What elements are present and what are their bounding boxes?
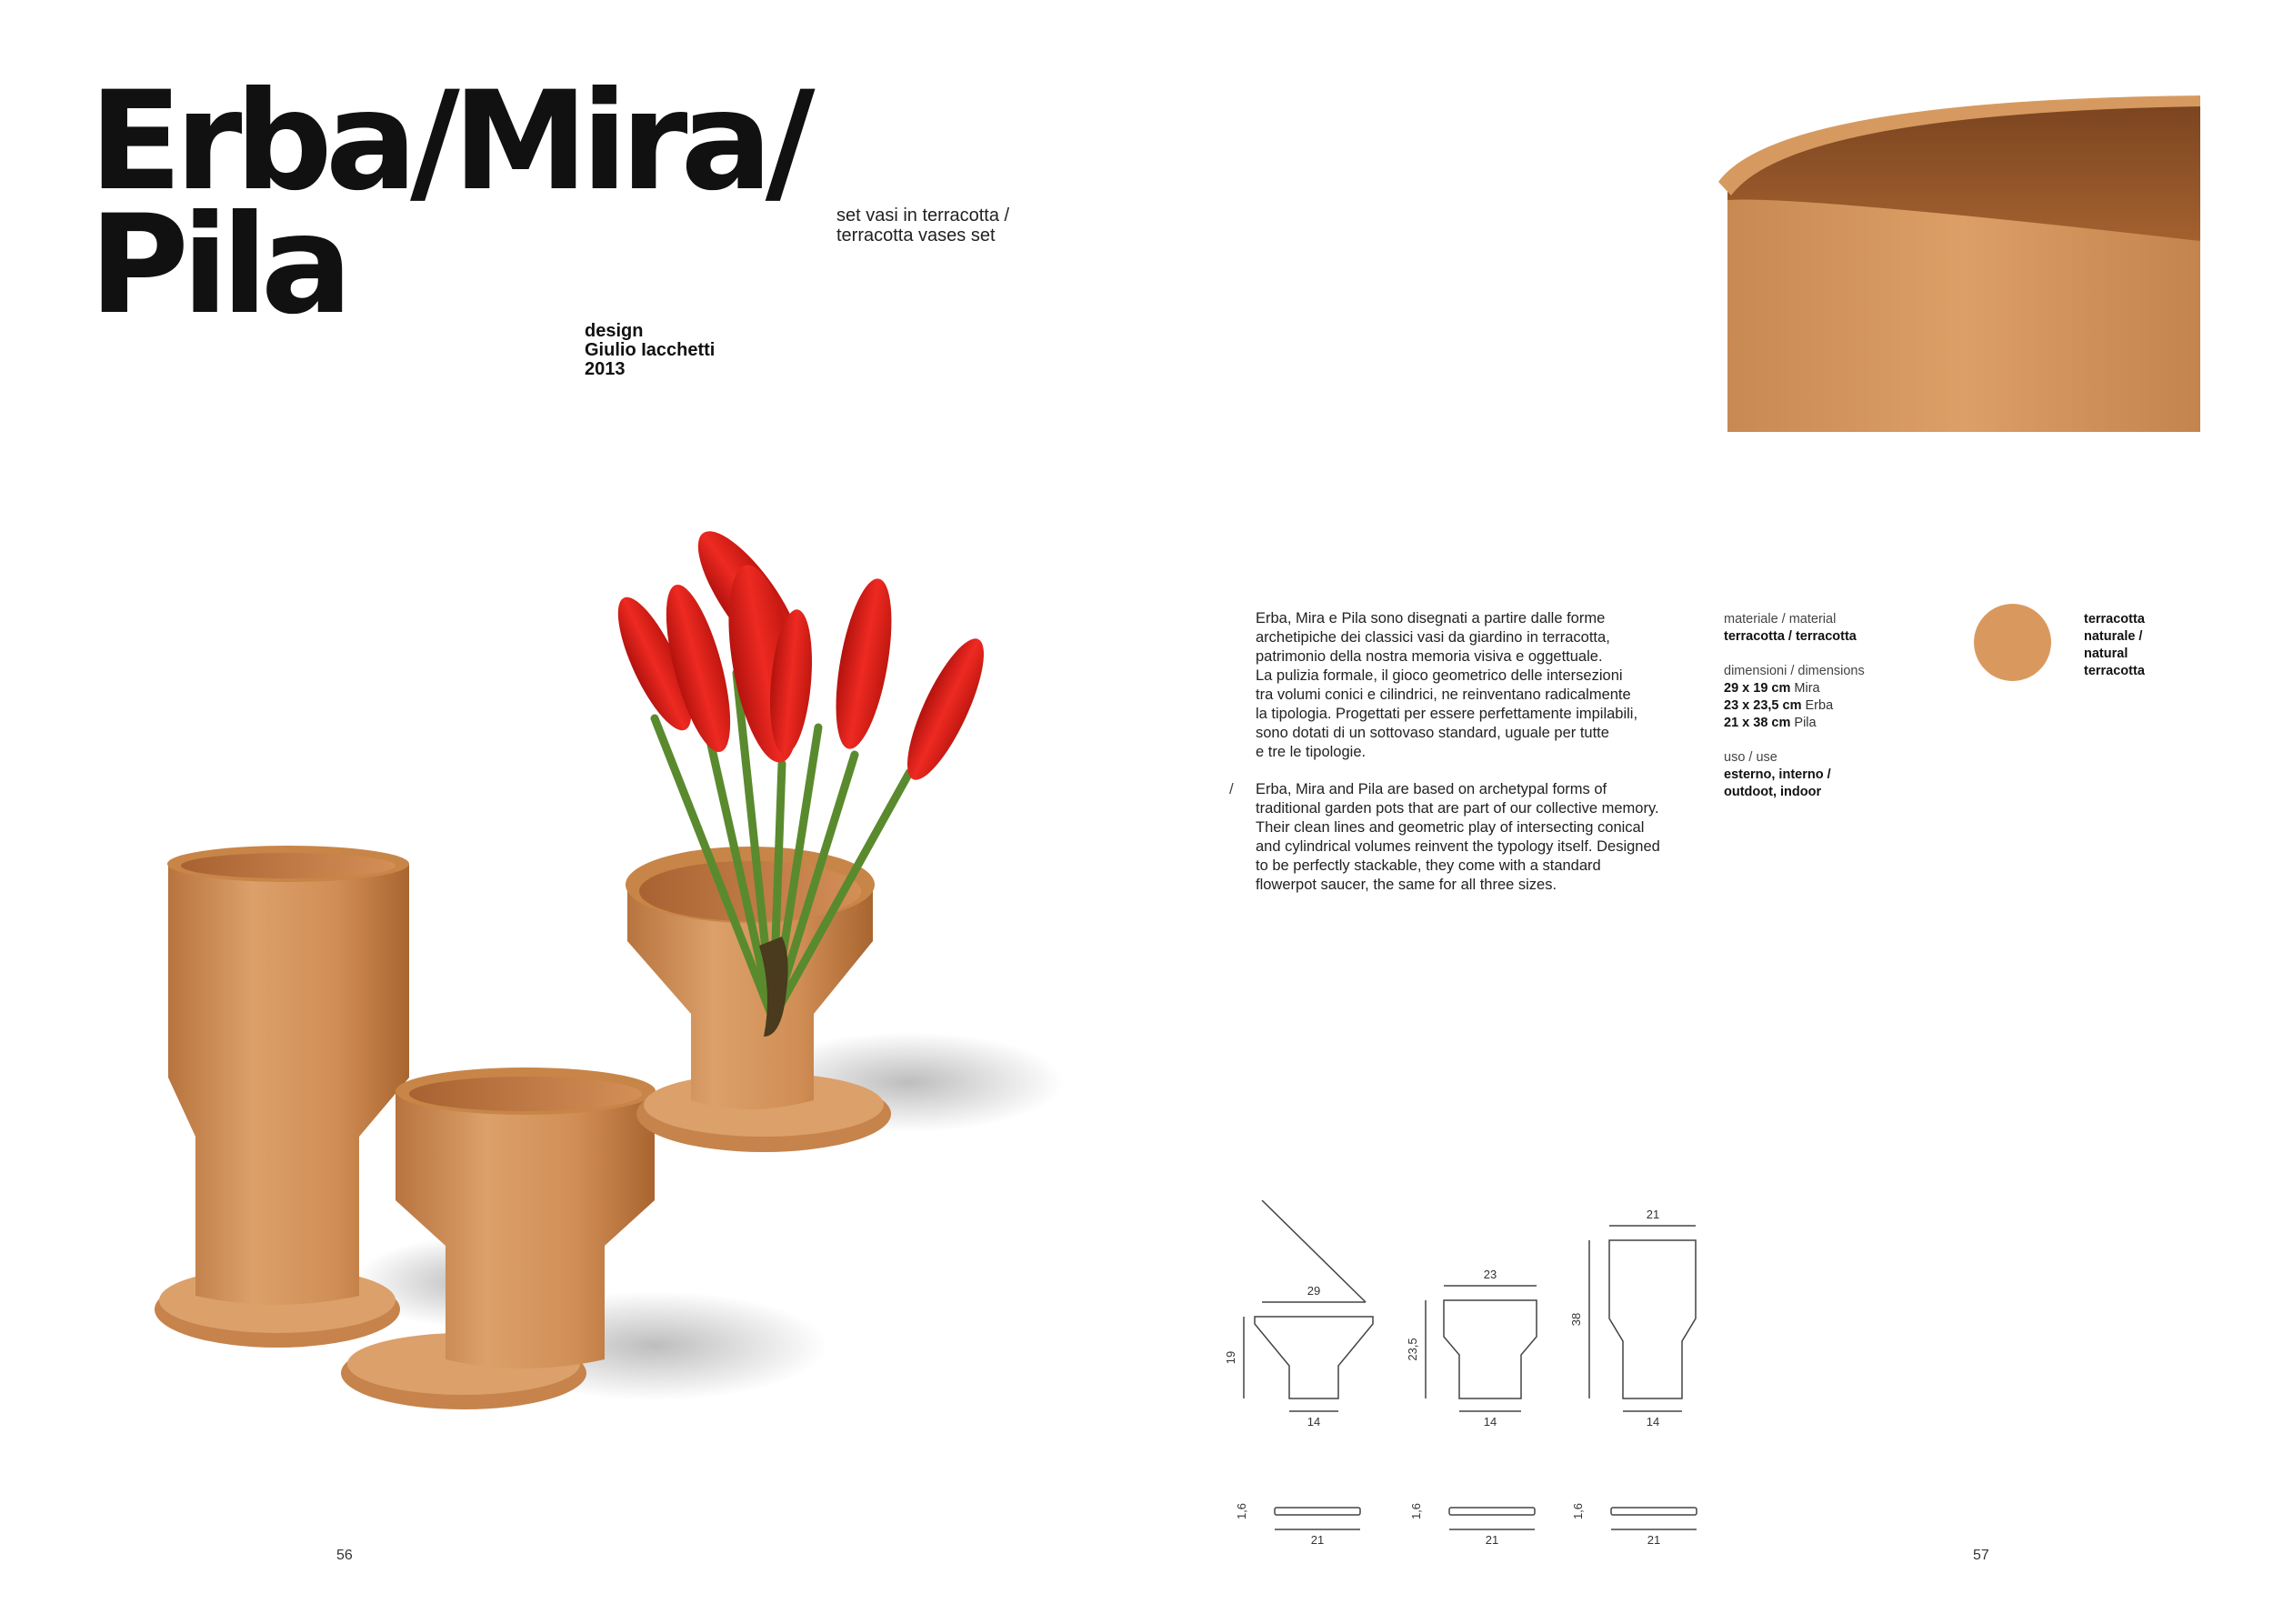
material-value: terracotta / terracotta <box>1724 629 1857 644</box>
pila-base-label: 14 <box>1646 1415 1660 1429</box>
saucer-height-label: 1,6 <box>1571 1502 1585 1520</box>
swatch-label-line: terracotta <box>2084 612 2145 627</box>
description-en-line: Their clean lines and geometric play of intersecting conical <box>1256 819 1645 836</box>
saucer-height-label: 1,6 <box>1409 1502 1423 1520</box>
description-en-line: Erba, Mira and Pila are based on archetypal forms of <box>1256 781 1607 797</box>
use-label: uso / use <box>1724 750 1777 765</box>
subtitle <box>836 206 1009 246</box>
swatch-label-line: terracotta <box>2084 664 2145 678</box>
swatch-label-line: natural <box>2084 647 2128 661</box>
page-number-right: 57 <box>1973 1548 1989 1563</box>
description-en-line: flowerpot saucer, the same for all three sizes. <box>1256 877 1557 893</box>
description-en-line: to be perfectly stackable, they come with a standard <box>1256 857 1601 874</box>
swatch-label-line: naturale / <box>2084 629 2143 644</box>
dimensions-label: dimensioni / dimensions <box>1724 664 1865 678</box>
spec-use <box>1724 749 1906 801</box>
description-en-line: and cylindrical volumes reinvent the typology itself. Designed <box>1256 838 1660 855</box>
pila-width-label: 21 <box>1646 1208 1660 1221</box>
description-en-line: traditional garden pots that are part of our collective memory. <box>1256 800 1659 817</box>
page-number-left: 56 <box>336 1548 353 1563</box>
description-it-line: sono dotati di un sottovaso standard, uguale per tutte <box>1256 725 1609 741</box>
pila-height-label: 38 <box>1569 1312 1583 1327</box>
language-separator: / <box>1229 780 1234 797</box>
description-it-line: patrimonio della nostra memoria visiva e oggettuale. <box>1256 648 1603 665</box>
saucer-width-label: 21 <box>1647 1533 1661 1547</box>
product-photo <box>145 446 1109 1428</box>
designer-name: Giulio Iacchetti <box>585 340 716 360</box>
description-it-line: tra volumi conici e cilindrici, ne reinventano radicalmente <box>1256 687 1631 703</box>
dimension-row: 23 x 23,5 cm Erba <box>1724 698 1834 713</box>
color-swatch-terracotta <box>1974 604 2051 681</box>
title-line-2: Pila <box>89 186 345 345</box>
description-it-line: Erba, Mira e Pila sono disegnati a partire dalle forme <box>1256 610 1606 627</box>
design-credit <box>585 322 715 379</box>
dimension-row: 29 x 19 cm Mira <box>1724 681 1820 696</box>
material-label: materiale / material <box>1724 612 1837 627</box>
description-italian <box>1256 609 1683 762</box>
use-value: outdoot, indoor <box>1724 785 1822 799</box>
saucer-width-label: 21 <box>1310 1533 1325 1547</box>
subtitle-line-1: set vasi in terracotta / <box>836 206 1010 226</box>
design-label: design <box>585 321 644 341</box>
description-it-line: archetipiche dei classici vasi da giardino in terracotta, <box>1256 629 1610 646</box>
mira-height-label: 19 <box>1224 1350 1237 1365</box>
use-value: esterno, interno / <box>1724 767 1831 782</box>
erba-height-label: 23,5 <box>1406 1338 1419 1361</box>
spec-list <box>1724 611 1906 818</box>
saucer-width-label: 21 <box>1485 1533 1499 1547</box>
terracotta-closeup-photo <box>1700 95 2200 432</box>
subtitle-line-2: terracotta vases set <box>836 226 996 246</box>
spec-material <box>1724 611 1906 646</box>
erba-width-label: 23 <box>1483 1268 1497 1281</box>
color-swatch-label <box>2084 611 2175 680</box>
technical-drawings <box>1218 1200 1727 1564</box>
description-english <box>1256 780 1692 895</box>
saucer-height-label: 1,6 <box>1235 1502 1248 1520</box>
mira-base-label: 14 <box>1307 1415 1321 1429</box>
title-line-1: Erba/Mira/ <box>89 63 808 221</box>
description-it-line: la tipologia. Progettati per essere perfettamente impilabili, <box>1256 706 1638 722</box>
description-it-line: La pulizia formale, il gioco geometrico delle intersezioni <box>1256 667 1623 684</box>
erba-base-label: 14 <box>1483 1415 1497 1429</box>
mira-width-label: 29 <box>1307 1284 1321 1298</box>
spec-dimensions <box>1724 663 1906 732</box>
dimension-row: 21 x 38 cm Pila <box>1724 716 1817 730</box>
description-it-line: e tre le tipologie. <box>1256 744 1367 760</box>
design-year: 2013 <box>585 359 626 379</box>
